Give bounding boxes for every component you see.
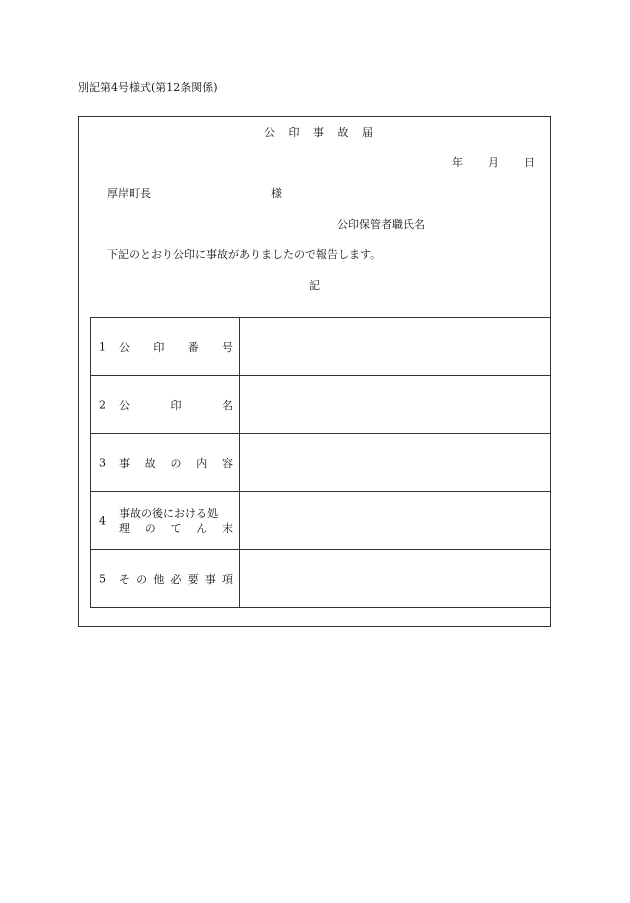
date-month: 月: [488, 156, 499, 169]
row-label-cell: [91, 492, 240, 550]
row-label: 公印名: [119, 398, 233, 412]
row-number: 5: [99, 572, 106, 585]
row-label: 事故の内容: [119, 456, 233, 470]
row-label: [119, 506, 233, 536]
row-value-cell[interactable]: [240, 492, 551, 550]
table-row: [91, 492, 551, 550]
date-year: 年: [452, 156, 463, 169]
table-row: [91, 550, 551, 608]
table-row: [91, 376, 551, 434]
row-label: その他必要事項: [119, 572, 233, 586]
row-number: 4: [99, 514, 106, 527]
row-label-cell: [91, 434, 240, 492]
addressee: 厚岸町長: [107, 187, 151, 200]
body-text: 下記のとおり公印に事故がありましたので報告します。: [107, 248, 382, 261]
sender-label: 公印保管者職氏名: [337, 218, 425, 231]
table-row: [91, 318, 551, 376]
row-label: 公印番号: [119, 340, 233, 354]
row-number: 2: [99, 398, 106, 411]
honorific: 様: [271, 187, 282, 200]
row-value-cell[interactable]: [240, 376, 551, 434]
form-reference: 別記第4号様式(第12条関係): [78, 81, 218, 94]
row-number: 1: [99, 340, 106, 353]
row-number: 3: [99, 456, 106, 469]
row-label-cell: [91, 376, 240, 434]
table-row: [91, 434, 551, 492]
row-value-cell[interactable]: [240, 550, 551, 608]
form-title: 公 印 事 故 届: [264, 126, 378, 139]
date-day: 日: [524, 156, 535, 169]
ki-label: 記: [309, 279, 320, 292]
row-value-cell[interactable]: [240, 318, 551, 376]
row-label-cell: [91, 550, 240, 608]
row-label-line1: 事故の後における処: [119, 506, 218, 520]
row-label-line2: 理のてん末: [119, 521, 233, 535]
row-label-cell: [91, 318, 240, 376]
row-value-cell[interactable]: [240, 434, 551, 492]
incident-table: [90, 317, 551, 608]
